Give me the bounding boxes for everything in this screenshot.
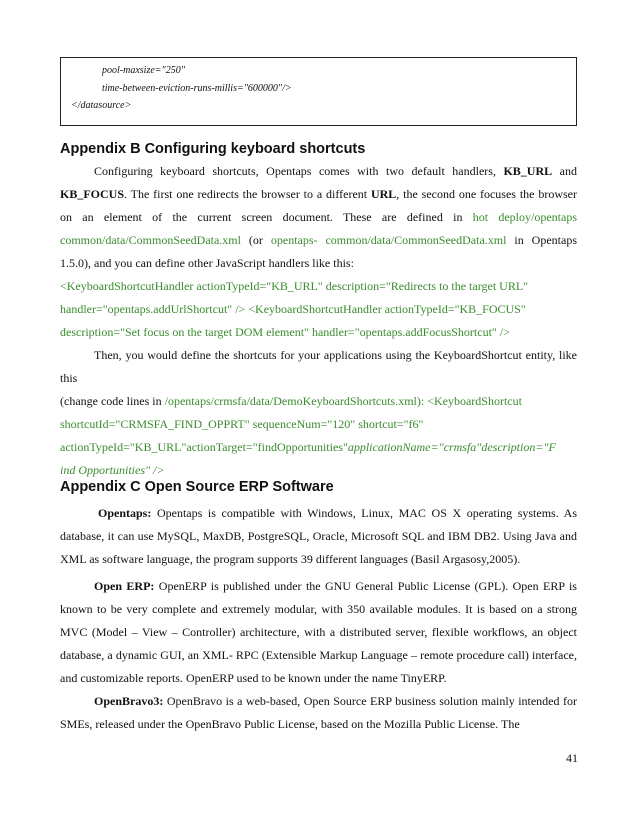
code-instruction-line: (change code lines in /opentaps/crmsfa/data/DemoKeyboardShortcuts.xml): <KeyboardShortcut (60, 394, 522, 408)
erp-paragraph-openerp: Open ERP: OpenERP is published under the GNU General Public License (GPL). Open ERP is known to be very complete and extremely modular, with 350 available modules. It is based on a strong MVC (Model – View – Controller) architecture, with a distributed server, flexible workflows, an object database, a dynamic GUI, an XML- RPC (Extensible Markup Language – remote procedure call) interface, and customizable reports. OpenERP used to be known under the name TinyERP. (60, 579, 577, 685)
code-line: pool-maxsize="250" (102, 65, 185, 76)
appendix-b-paragraph: Configuring keyboard shortcuts, Opentaps comes with two default handlers, KB_URL and KB_FOCUS. The first one redirects the browser to a different URL, the second one focuses the browser on an element of the current screen document. These are defined in hot deploy/opentaps common/data/CommonSeedData.xml (or opentaps- common/data/CommonSeedData.xml in Opentaps 1.5.0), and you can define other JavaScript handlers like this: (60, 164, 578, 270)
code-line: </datasource> (71, 100, 132, 111)
appendix-c-heading: Appendix C Open Source ERP Software (60, 479, 334, 495)
xml-code-line: actionTypeId="KB_URL"actionTarget="findOpportunities"applicationName="crmsfa"description="F (60, 440, 556, 454)
xml-code-line: <KeyboardShortcutHandler actionTypeId="KB_URL" description="Redirects to the target URL" (60, 279, 529, 293)
appendix-c-body (60, 502, 577, 736)
xml-code-line: ind Opportunities" /> (60, 463, 165, 477)
erp-paragraph-opentaps: Opentaps: Opentaps is compatible with Windows, Linux, MAC OS X operating systems. As database, it can use MySQL, MaxDB, PostgreSQL, Oracle, Microsoft SQL and IBM DB2. Using Java and XML as software language, the program supports 39 different languages (Basil Argasosy,2005). (60, 506, 577, 566)
file-path: opentaps- common/data/CommonSeedData.xml (270, 233, 507, 247)
appendix-b-paragraph: Then, you would define the shortcuts for your applications using the KeyboardShortcut entity, like this (60, 348, 577, 385)
page-number: 41 (566, 751, 578, 765)
appendix-b-body (60, 160, 577, 482)
xml-code-line: shortcutId="CRMSFA_FIND_OPPRT" sequenceNum="120" shortcut="f6" (60, 417, 424, 431)
xml-code-line: description="Set focus on the target DOM element" handler="opentaps.addFocusShortcut" /> (60, 325, 510, 339)
appendix-b-heading: Appendix B Configuring keyboard shortcuts (60, 141, 366, 157)
xml-code-line: handler="opentaps.addUrlShortcut" /> <KeyboardShortcutHandler actionTypeId="KB_FOCUS" (60, 302, 526, 316)
file-path: hot deploy/opentaps common/data/CommonSeedData.xml (60, 210, 578, 247)
code-snippet-box (60, 57, 577, 126)
erp-paragraph-openbravo: OpenBravo3: OpenBravo is a web-based, Open Source ERP business solution mainly intended for SMEs, released under the OpenBravo Public License, based on the Mozilla Public License. The (60, 694, 577, 731)
code-line: time-between-eviction-runs-millis="600000"/> (102, 83, 292, 94)
